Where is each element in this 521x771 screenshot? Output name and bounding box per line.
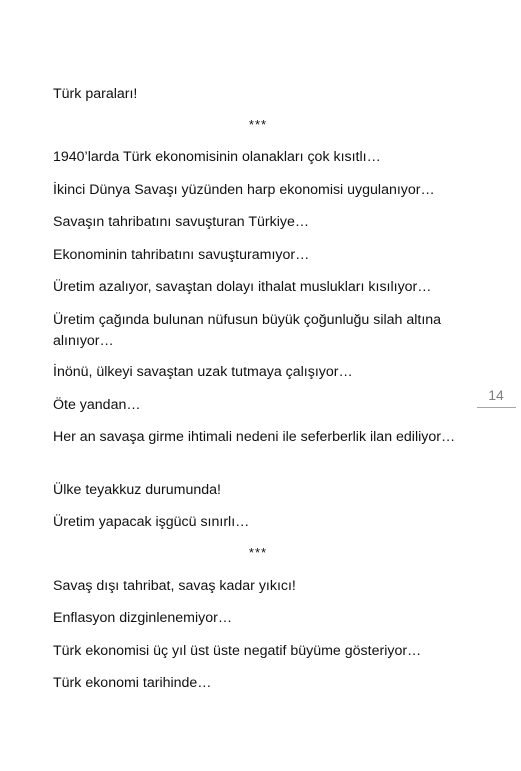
page-number-rule	[477, 407, 516, 408]
paragraph: Üretim azalıyor, savaştan dolayı ithalat muslukları kısılıyor…	[53, 279, 432, 295]
paragraph: Enflasyon dizginlenemiyor…	[53, 610, 233, 626]
paragraph: Üretim çağında bulunan nüfusun büyük çoğunluğu silah altına alınıyor…	[53, 312, 442, 349]
paragraph: Türk ekonomi tarihinde…	[53, 675, 212, 691]
paragraph: İkinci Dünya Savaşı yüzünden harp ekonomisi uygulanıyor…	[53, 182, 435, 198]
paragraph: Ülke teyakkuz durumunda!	[53, 482, 221, 498]
section-separator: ***	[248, 545, 268, 560]
paragraph: Türk paraları!	[53, 86, 138, 102]
section-separator: ***	[248, 117, 268, 132]
paragraph: 1940’larda Türk ekonomisinin olanakları çok kısıtlı…	[53, 149, 381, 165]
paragraph: Savaşın tahribatını savuşturan Türkiye…	[53, 214, 310, 230]
paragraph: Savaş dışı tahribat, savaş kadar yıkıcı!	[53, 578, 296, 594]
paragraph: Türk ekonomisi üç yıl üst üste negatif büyüme gösteriyor…	[53, 643, 422, 659]
paragraph: Ekonominin tahribatını savuşturamıyor…	[53, 247, 310, 263]
paragraph: Her an savaşa girme ihtimali nedeni ile seferberlik ilan ediliyor…	[53, 429, 456, 445]
paragraph: Üretim yapacak işgücü sınırlı…	[53, 514, 250, 530]
paragraph: Öte yandan…	[53, 397, 141, 413]
page-number: 14	[488, 387, 504, 403]
paragraph: İnönü, ülkeyi savaştan uzak tutmaya çalışıyor…	[53, 364, 353, 380]
